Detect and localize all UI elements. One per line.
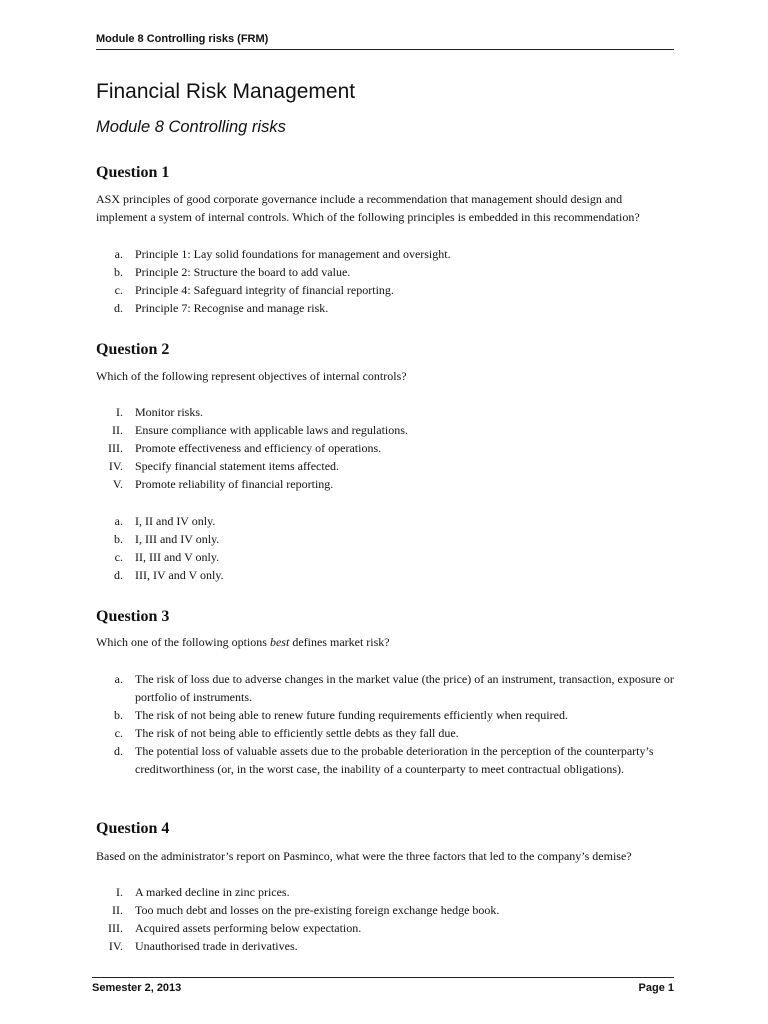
question-3-options	[96, 670, 676, 778]
question-4-statements	[96, 883, 676, 955]
option-b: b. The risk of not being able to renew future funding requirements efficiently when required.	[114, 708, 568, 722]
statement-iii: III. Promote effectiveness and efficiency of operations.	[108, 441, 382, 455]
page-footer	[92, 977, 674, 994]
question-3-text: Which one of the following options best defines market risk?	[96, 635, 390, 649]
option-b: b. Principle 2: Structure the board to add value.	[114, 265, 351, 279]
statement-iii: III. Acquired assets performing below expectation.	[108, 921, 362, 935]
question-1-text: ASX principles of good corporate governance include a recommendation that management should design and implement a system of internal controls. Which of the following principles is embedded in this recommendation?	[96, 192, 640, 224]
statement-ii: II. Too much debt and losses on the pre-existing foreign exchange hedge book.	[112, 903, 500, 917]
option-a: a. I, II and IV only.	[114, 514, 216, 528]
statement-i: I. A marked decline in zinc prices.	[116, 885, 290, 899]
option-a: a. Principle 1: Lay solid foundations for management and oversight.	[114, 247, 451, 261]
statement-iv: IV. Unauthorised trade in derivatives.	[108, 939, 298, 953]
running-header: Module 8 Controlling risks (FRM)	[96, 33, 674, 50]
question-1-heading: Question 1	[96, 164, 170, 181]
page-number: Page 1	[638, 982, 674, 994]
option-a: a. The risk of loss due to adverse changes in the market value (the price) of an instrument, transaction, exposure or portfolio of instruments.	[114, 672, 674, 704]
emphasis-best: best	[269, 635, 290, 649]
semester-label: Semester 2, 2013	[92, 982, 182, 994]
document-subtitle: Module 8 Controlling risks	[96, 118, 286, 136]
statement-i: I. Monitor risks.	[116, 405, 204, 419]
option-c: c. The risk of not being able to efficiently settle debts as they fall due.	[114, 726, 459, 740]
statement-v: V. Promote reliability of financial reporting.	[112, 477, 334, 491]
option-c: c. Principle 4: Safeguard integrity of financial reporting.	[114, 283, 394, 297]
question-2-heading: Question 2	[96, 341, 170, 358]
question-2-options	[96, 512, 676, 584]
question-3-heading: Question 3	[96, 608, 170, 625]
statement-ii: II. Ensure compliance with applicable laws and regulations.	[112, 423, 408, 437]
option-d: d. Principle 7: Recognise and manage risk.	[114, 301, 329, 315]
option-b: b. I, III and IV only.	[114, 532, 220, 546]
statement-iv: IV. Specify financial statement items affected.	[108, 459, 340, 473]
question-4-heading: Question 4	[96, 820, 170, 837]
question-2-text: Which of the following represent objectives of internal controls?	[96, 369, 407, 383]
option-c: c. II, III and V only.	[114, 550, 220, 564]
question-4-text: Based on the administrator’s report on Pasminco, what were the three factors that led to the company’s demise?	[96, 849, 632, 863]
option-d: d. III, IV and V only.	[114, 568, 224, 582]
question-2-statements	[96, 403, 676, 493]
document-title: Financial Risk Management	[96, 80, 356, 103]
question-1-options	[96, 245, 676, 317]
option-d: d. The potential loss of valuable assets due to the probable deterioration in the perception of the counterparty’s creditworthiness (or, in the worst case, the inability of a counterparty to meet contractual obligations).	[114, 744, 654, 776]
